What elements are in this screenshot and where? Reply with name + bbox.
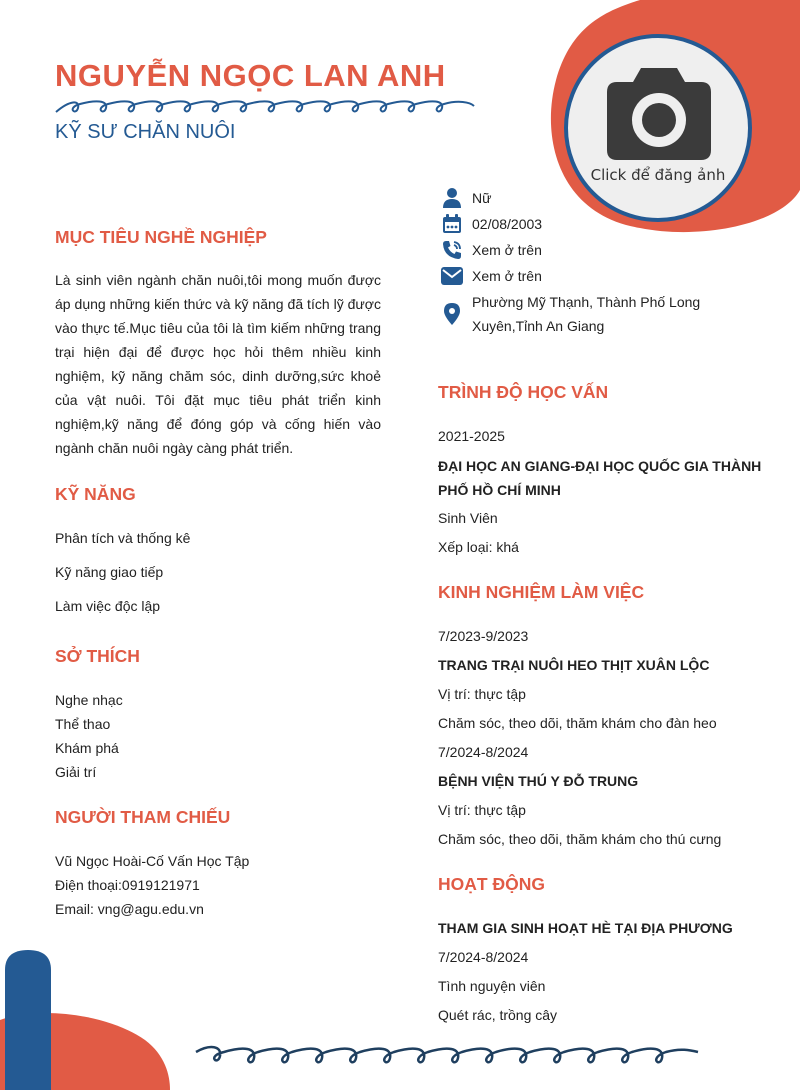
reference-line: Vũ Ngọc Hoài-Cố Vấn Học Tập xyxy=(55,853,250,869)
bottom-left-blue-bar xyxy=(5,950,51,1090)
experience-heading: KINH NGHIỆM LÀM VIỆC xyxy=(438,582,645,602)
education-grade: Xếp loại: khá xyxy=(438,539,519,555)
info-phone xyxy=(440,238,770,262)
education-school: ĐẠI HỌC AN GIANG-ĐẠI HỌC QUỐC GIA THÀNH PHỐ HỒ CHÍ MINH xyxy=(438,458,762,498)
job-description: Chăm sóc, theo dõi, thăm khám cho thú cưng xyxy=(438,831,722,847)
info-email xyxy=(440,264,770,288)
candidate-name: NGUYỄN NGỌC LAN ANH xyxy=(55,58,446,93)
info-address xyxy=(440,290,770,338)
reference-line: Điện thoại:0919121971 xyxy=(55,877,200,893)
job-period: 7/2024-8/2024 xyxy=(438,744,529,760)
job-period: 7/2023-9/2023 xyxy=(438,628,529,644)
email-value: Xem ở trên xyxy=(472,268,542,284)
skill-item: Phân tích và thống kê xyxy=(55,530,191,546)
phone-icon xyxy=(440,239,464,261)
job-company: BỆNH VIỆN THÚ Y ĐỖ TRUNG xyxy=(438,773,639,789)
hobby-item: Nghe nhạc xyxy=(55,692,123,708)
objective-heading: MỤC TIÊU NGHỀ NGHIỆP xyxy=(55,227,267,247)
dob-value: 02/08/2003 xyxy=(472,216,543,232)
hobbies-heading: SỞ THÍCH xyxy=(55,646,140,666)
activity-role: Tình nguyện viên xyxy=(438,978,546,994)
reference-line: Email: vng@agu.edu.vn xyxy=(55,901,204,917)
name-squiggle xyxy=(56,101,474,112)
activity-period: 7/2024-8/2024 xyxy=(438,949,529,965)
calendar-icon xyxy=(440,213,464,235)
gender-value: Nữ xyxy=(472,190,492,206)
job-description: Chăm sóc, theo dõi, thăm khám cho đàn heo xyxy=(438,715,717,731)
mail-icon xyxy=(440,265,464,287)
education-role: Sinh Viên xyxy=(438,510,498,526)
education-heading: TRÌNH ĐỘ HỌC VẤN xyxy=(438,382,609,402)
hobby-item: Giải trí xyxy=(55,764,97,780)
location-icon xyxy=(440,303,464,325)
skill-item: Làm việc độc lập xyxy=(55,598,161,614)
job-position: Vị trí: thực tập xyxy=(438,686,526,702)
activities-heading: HOẠT ĐỘNG xyxy=(438,874,545,894)
address-value: Phường Mỹ Thạnh, Thành Phố Long Xuyên,Tỉnh An Giang xyxy=(472,294,701,334)
activity-org: THAM GIA SINH HOẠT HÈ TẠI ĐỊA PHƯƠNG xyxy=(438,920,733,936)
skills-heading: KỸ NĂNG xyxy=(55,484,136,504)
activity-description: Quét rác, trồng cây xyxy=(438,1007,558,1023)
info-gender xyxy=(440,186,770,210)
camera-icon xyxy=(605,64,713,162)
job-position: Vị trí: thực tập xyxy=(438,802,526,818)
bottom-squiggle xyxy=(196,1047,698,1062)
job-company: TRANG TRẠI NUÔI HEO THỊT XUÂN LỘC xyxy=(438,657,710,673)
references-heading: NGƯỜI THAM CHIẾU xyxy=(55,807,231,827)
hobby-item: Thể thao xyxy=(55,716,111,732)
hobby-item: Khám phá xyxy=(55,740,119,756)
person-icon xyxy=(440,187,464,209)
photo-upload-label: Click để đăng ảnh xyxy=(590,166,726,184)
skill-item: Kỹ năng giao tiếp xyxy=(55,564,164,580)
objective-text: Là sinh viên ngành chăn nuôi,tôi mong muốn được áp dụng những kiến thức và kỹ năng đã tích lỹ được vào thực tế.Mục tiêu của tôi là tìm kiếm những trang trại hiện đại để được học hỏi thêm nhiều kinh nghiệm, kỹ năng chăm sóc, dinh dưỡng,sức khoẻ của vật nuôi. Tôi đặt mục tiêu phát triển kinh nghiệm,kỹ năng để đóng góp và cống hiến vào ngành chăn nuôi ngày càng phát triển. xyxy=(55,272,381,456)
info-dob xyxy=(440,212,770,236)
phone-value: Xem ở trên xyxy=(472,242,542,258)
job-title: KỸ SƯ CHĂN NUÔI xyxy=(55,121,236,143)
education-period: 2021-2025 xyxy=(438,428,505,444)
